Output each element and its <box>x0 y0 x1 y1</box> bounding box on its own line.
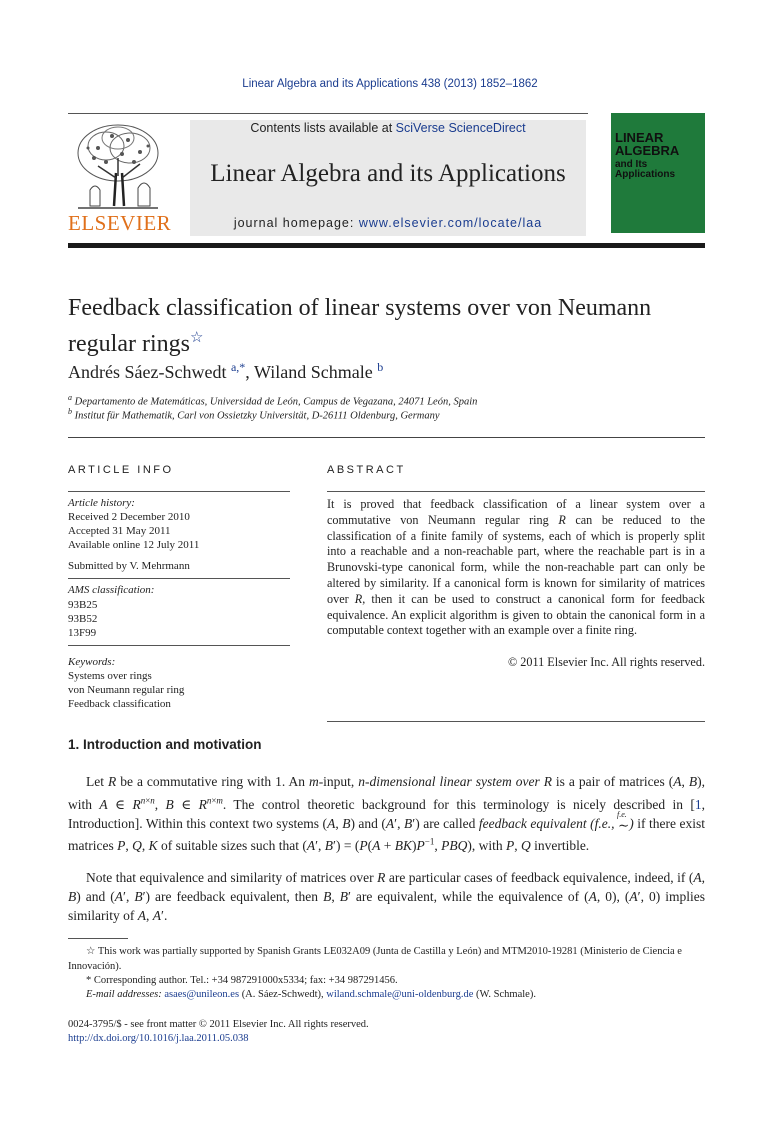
title-line-1: Feedback classification of linear systems over von Neumann <box>68 295 652 321</box>
ams-rule <box>68 578 290 579</box>
cover-line-1: LINEAR <box>615 130 664 145</box>
header-bottom-rule <box>68 243 705 248</box>
ams-code: 13F99 <box>68 627 97 639</box>
section-heading: 1. Introduction and motivation <box>68 737 262 752</box>
email-label: E-mail addresses: <box>86 989 162 1000</box>
keywords-rule <box>68 645 290 646</box>
abstract-bottom-rule <box>327 721 705 722</box>
affiliation-b <box>68 407 708 422</box>
accepted-date: Accepted 31 May 2011 <box>68 525 171 537</box>
sciencedirect-link[interactable]: SciVerse ScienceDirect <box>395 121 526 135</box>
issn-line: 0024-3795/$ - see front matter © 2011 Elsevier Inc. All rights reserved. <box>68 1019 369 1030</box>
cover-line-2: ALGEBRA <box>615 143 680 158</box>
keyword: Feedback classification <box>68 698 171 710</box>
abstract-copyright: © 2011 Elsevier Inc. All rights reserved. <box>508 655 705 669</box>
cover-line-3: and Its <box>615 159 648 170</box>
article-info-heading: ARTICLE INFO <box>68 464 174 476</box>
email-1-owner: (A. Sáez-Schwedt), <box>239 989 327 1000</box>
affiliation-b-mark: b <box>68 407 72 416</box>
funding-text: This work was partially supported by Spanish Grants LE032A09 (Junta de Castilla y León) and MTM2010-19281 (Ministerio de Ciencia e Innovación). <box>68 946 682 972</box>
affiliation-a <box>68 393 708 408</box>
author-2-affiliation-mark[interactable]: b <box>377 360 384 374</box>
history-label: Article history: <box>68 497 135 509</box>
elsevier-wordmark: ELSEVIER <box>68 211 172 235</box>
corresponding-text: Corresponding author. Tel.: +34 987291000x5334; fax: +34 987291456. <box>93 975 398 986</box>
citation-link[interactable]: 1 <box>694 796 702 812</box>
affiliation-a-mark: a <box>68 393 72 402</box>
funding-footnote <box>68 945 705 974</box>
corresponding-footnote <box>68 974 705 989</box>
footnote-rule <box>68 938 128 939</box>
ams-label: AMS classification: <box>68 584 155 596</box>
paper-title <box>68 293 708 359</box>
title-footnote-mark[interactable]: ☆ <box>189 330 204 346</box>
corresponding-mark: * <box>86 975 92 986</box>
affiliation-a-text: Departamento de Matemáticas, Universidad de León, Campus de Vegazana, 24071 León, Spain <box>74 396 478 408</box>
email-2-owner: (W. Schmale). <box>473 989 536 1000</box>
homepage-link[interactable]: www.elsevier.com/locate/laa <box>358 216 543 230</box>
cover-line-4: Applications <box>615 169 676 180</box>
abstract-part-2: can be reduced to the classification of a finite family of systems, each of which is properly split into a reachable and a non-reachable part, where the reachable part is in a Brunovski-type canonical form, while the non-reachable part can only be altered by similarity. If a canonical form is known for similarity of matrices over <box>327 512 705 606</box>
journal-homepage-line <box>190 216 586 230</box>
funding-mark: ☆ <box>86 946 96 957</box>
title-line-2-text: regular rings <box>68 331 190 357</box>
author-list <box>68 360 708 383</box>
abstract-part-1: It is proved that feedback classification of a linear system over a commutative von Neumann regular ring <box>327 497 705 527</box>
homepage-prefix: journal homepage: <box>233 216 359 230</box>
received-date: Received 2 December 2010 <box>68 511 190 523</box>
author-1: Andrés Sáez-Schwedt <box>68 362 227 382</box>
submitted-by: Submitted by V. Mehrmann <box>68 560 190 572</box>
affiliation-b-text: Institut für Mathematik, Carl von Ossietzky Universität, D-26111 Oldenburg, Germany <box>74 410 440 422</box>
journal-title: Linear Algebra and its Applications <box>210 160 566 187</box>
ring-symbol: R <box>558 512 566 527</box>
affiliation-divider <box>68 437 705 438</box>
title-line-2 <box>68 323 708 359</box>
author-2: Wiland Schmale <box>253 362 373 382</box>
author-1-affiliation-mark[interactable]: a,* <box>230 360 246 374</box>
abstract-body <box>327 497 705 639</box>
abstract-heading: ABSTRACT <box>327 464 406 476</box>
ring-symbol: R <box>354 591 363 606</box>
ams-code: 93B25 <box>68 599 98 611</box>
article-info-rule <box>68 491 290 492</box>
email-footnote <box>68 988 705 1003</box>
intro-paragraph-2: Note that equivalence and similarity of matrices over R are particular cases of feedback equivalence, indeed, if (A, B) and (A′, B′) are feedback equivalent, then B, B′ are equivalent, while the equivalence of (A, 0), (A′, 0) implies similarity of A, A′. <box>68 870 705 923</box>
elsevier-logo <box>68 118 172 236</box>
elsevier-tree-icon <box>68 118 168 213</box>
author-separator: , <box>245 362 254 382</box>
header-top-rule <box>68 113 588 114</box>
online-date: Available online 12 July 2011 <box>68 539 200 551</box>
ams-code: 93B52 <box>68 613 98 625</box>
contents-prefix: Contents lists available at <box>250 121 396 135</box>
abstract-top-rule <box>327 491 705 492</box>
keyword: von Neumann regular ring <box>68 684 185 696</box>
contents-available-line <box>190 121 586 135</box>
intro-paragraph-1: Let R be a commutative ring with 1. An m-input, n-dimensional linear system over R is a pair of matrices (A, B), with A ∈ $R^{n\times n}$, B ∈ $R^{n\times m}$. The control theoretic background for this terminology is nicely described in [1, Introduction]. Within this context two systems (A, B) and (A′, B′) are called feedback equivalent (f.e., f.e. ∼) if there exist matrices P, Q, K of suitable sizes such that (A′, $B') = (P(A + BK)P^{-1}$, PBQ), with P, Q invertible. <box>68 774 706 853</box>
doi-link[interactable]: http://dx.doi.org/10.1016/j.laa.2011.05.038 <box>68 1033 249 1044</box>
journal-reference-link[interactable]: Linear Algebra and its Applications 438 (2013) 1852–1862 <box>242 78 538 90</box>
email-link-1[interactable]: asaes@unileon.es <box>164 989 240 1000</box>
keywords-label: Keywords: <box>68 656 116 668</box>
journal-cover-image <box>611 113 705 233</box>
email-link-2[interactable]: wiland.schmale@uni-oldenburg.de <box>326 989 474 1000</box>
abstract-part-3: , then it can be used to construct a canonical form for feedback equivalence. An explicit algorithm is given to obtain the canonical form in a computable context together with an example over a finite ring. <box>327 591 705 638</box>
keyword: Systems over rings <box>68 670 152 682</box>
